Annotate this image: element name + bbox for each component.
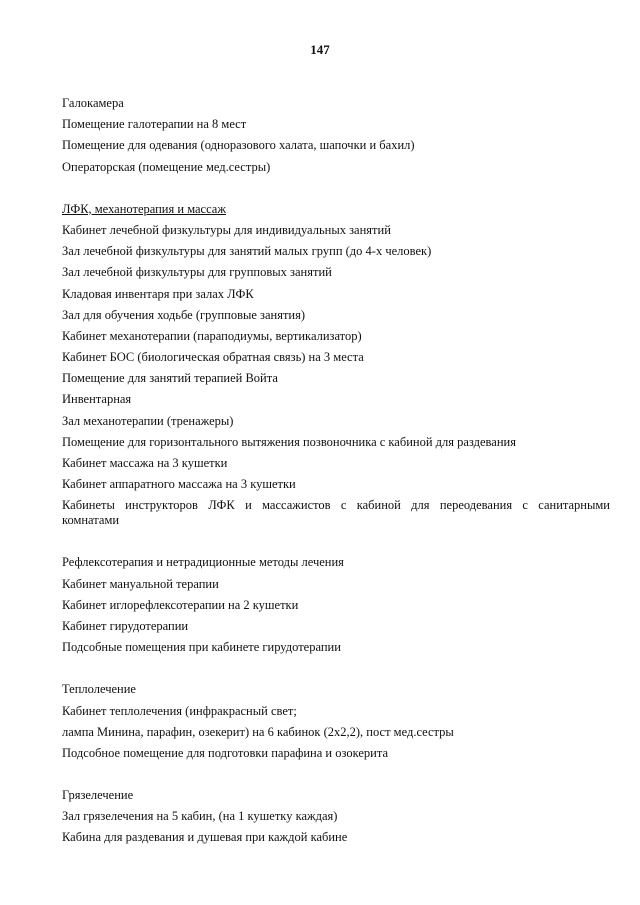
wrapped-line-1: Кабинеты инструкторов ЛФК и массажистов с кабиной для переодевания с санитарными: [62, 498, 610, 513]
list-item: Кабинет мануальной терапии: [62, 576, 219, 591]
list-item: Подсобное помещение для подготовки парафина и озокерита: [62, 745, 389, 760]
section-title: Грязелечение: [62, 788, 134, 803]
list-item: Помещение для занятий терапией Войта: [62, 371, 278, 386]
list-item: Подсобные помещения при кабинете гирудотерапии: [62, 640, 341, 655]
list-item: Кабинет БОС (биологическая обратная связь) на 3 места: [62, 350, 364, 365]
list-item: Кабинет аппаратного массажа на 3 кушетки: [62, 477, 296, 492]
document-body: [62, 93, 610, 849]
section-heading: ЛФК, механотерапия и массаж: [62, 201, 226, 216]
wrapped-line-2: комнатами: [62, 513, 120, 528]
list-item: Зал лечебной физкультуры для групповых занятий: [62, 265, 332, 280]
list-item: Кладовая инвентаря при залах ЛФК: [62, 286, 254, 301]
list-item: Кабинет лечебной физкультуры для индивидуальных занятий: [62, 222, 391, 237]
list-item: лампа Минина, парафин, озекерит) на 6 кабинок (2х2,2), пост мед.сестры: [62, 724, 454, 739]
section-halotherapy: [62, 93, 610, 178]
section-mud-therapy: [62, 785, 610, 849]
section-title: Рефлексотерапия и нетрадиционные методы лечения: [62, 555, 344, 570]
list-item: Кабина для раздевания и душевая при каждой кабине: [62, 830, 348, 845]
list-item: Помещение галотерапии на 8 мест: [62, 117, 247, 132]
list-item: Зал механотерапии (тренажеры): [62, 413, 234, 428]
list-item: Помещение для одевания (одноразового халата, шапочки и бахил): [62, 138, 415, 153]
section-lfk: [62, 199, 610, 529]
section-title: Галокамера: [62, 96, 124, 110]
list-item-wrapped: [62, 495, 610, 528]
page-number: 147: [310, 42, 330, 57]
section-title: Теплолечение: [62, 682, 136, 697]
list-item: Кабинет механотерапии (параподиумы, вертикализатор): [62, 328, 362, 343]
section-heat-therapy: [62, 679, 610, 764]
list-item: Зал грязелечения на 5 кабин, (на 1 кушетку каждая): [62, 809, 338, 824]
list-item: Помещение для горизонтального вытяжения позвоночника с кабиной для раздевания: [62, 434, 516, 449]
list-item: Кабинет иглорефлексотерапии на 2 кушетки: [62, 597, 299, 612]
list-item: Операторская (помещение мед.сестры): [62, 159, 271, 174]
list-item: Кабинет теплолечения (инфракрасный свет;: [62, 703, 297, 718]
list-item: Кабинет массажа на 3 кушетки: [62, 456, 228, 470]
list-item: Инвентарная: [62, 392, 132, 407]
section-reflexotherapy: [62, 552, 610, 658]
list-item: Зал лечебной физкультуры для занятий малых групп (до 4-х человек): [62, 244, 432, 259]
list-item: Зал для обучения ходьбе (групповые занятия): [62, 307, 306, 322]
list-item: Кабинет гирудотерапии: [62, 618, 189, 633]
